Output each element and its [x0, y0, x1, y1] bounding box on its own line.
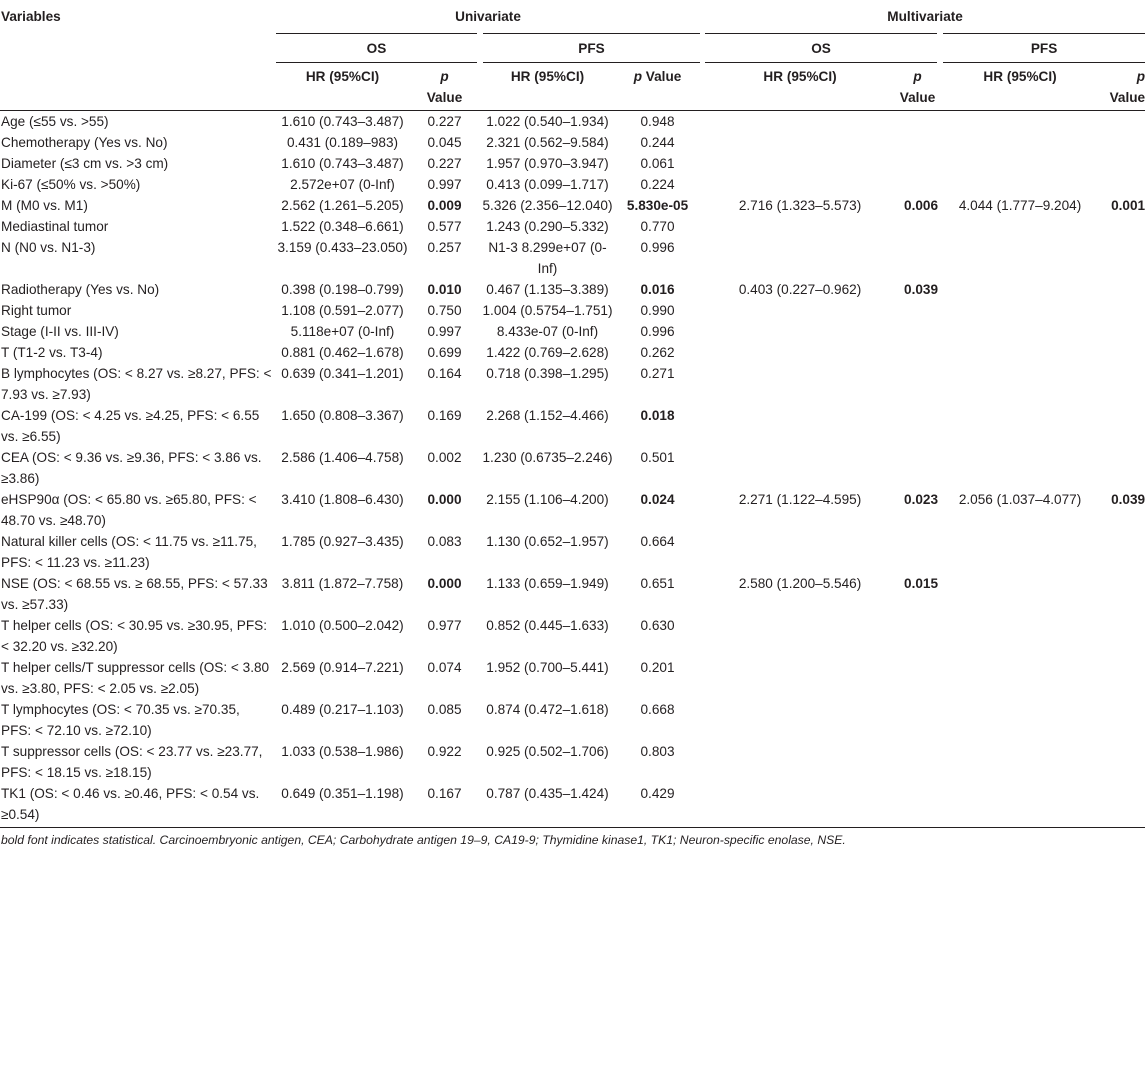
- cell-name: M (M0 vs. M1): [1, 198, 88, 213]
- cell-m-pfs-hr: [940, 321, 1100, 342]
- table-row: [0, 531, 1145, 573]
- cell-m-pfs-p: [1100, 174, 1145, 195]
- cell-pfs-hr: 1.952 (0.700–5.441): [486, 660, 609, 675]
- cell-m-os-p: [895, 657, 940, 699]
- cell-m-os-p: [895, 615, 940, 657]
- cell-os-hr: 0.881 (0.462–1.678): [281, 345, 404, 360]
- cell-pfs-p: 0.201: [640, 660, 675, 675]
- footnote: bold font indicates statistical. Carcinoembryonic antigen, CEA; Carbohydrate antigen 19–9, CA19-9; Thymidine kinase1, TK1; Neuron-specific enolase, NSE.: [1, 833, 846, 847]
- header-uni-pfs-p: [615, 63, 700, 111]
- cell-pfs-p: 0.271: [640, 366, 675, 381]
- cell-m-os-hr: [705, 174, 895, 195]
- cell-os-p: 0.085: [427, 702, 462, 717]
- cell-os-hr: 1.650 (0.808–3.367): [281, 408, 404, 423]
- table-row: [0, 195, 1145, 216]
- cell-pfs-hr: 0.874 (0.472–1.618): [486, 702, 609, 717]
- table-row: [0, 174, 1145, 195]
- cell-m-os-hr: [705, 342, 895, 363]
- cell-name: Ki-67 (≤50% vs. >50%): [1, 177, 141, 192]
- header-uni-os-hr: HR (95%CI): [276, 63, 409, 111]
- cell-m-os-p: [895, 300, 940, 321]
- cell-name: Natural killer cells (OS: < 11.75 vs. ≥11.75, PFS: < 11.23 vs. ≥11.23): [1, 534, 257, 570]
- cell-m-pfs-p: [1100, 447, 1145, 489]
- cell-os-p: 0.750: [427, 303, 462, 318]
- p-label: p: [1136, 69, 1145, 84]
- cell-m-os-p: [895, 699, 940, 741]
- cell-pfs-hr: 0.413 (0.099–1.717): [486, 177, 609, 192]
- cell-os-hr: 2.569 (0.914–7.221): [281, 660, 404, 675]
- cell-m-pfs-p: [1100, 216, 1145, 237]
- cell-name: Age (≤55 vs. >55): [1, 114, 109, 129]
- cell-pfs-p: 0.996: [640, 240, 675, 255]
- cell-os-p: 0.000: [427, 492, 462, 507]
- cell-os-p: 0.169: [427, 408, 462, 423]
- cell-m-os-hr: 2.271 (1.122–4.595): [738, 492, 862, 507]
- cell-os-p: 0.167: [409, 783, 480, 828]
- cell-os-p: 0.164: [427, 366, 462, 381]
- cell-pfs-hr: 5.326 (2.356–12.040): [482, 198, 613, 213]
- cell-m-os-hr: [705, 111, 895, 133]
- header-univariate: [276, 6, 700, 34]
- cell-m-os-hr: [705, 153, 895, 174]
- cell-os-p: 0.227: [427, 114, 462, 129]
- cell-m-os-hr: [705, 447, 895, 489]
- cell-m-pfs-hr: [940, 300, 1100, 321]
- cell-os-hr: 0.649 (0.351–1.198): [276, 783, 409, 828]
- table-header: [0, 6, 1145, 111]
- header-multi-pfs: PFS: [940, 34, 1145, 63]
- cell-m-pfs-hr: [940, 573, 1100, 615]
- cell-m-pfs-hr: [940, 237, 1100, 279]
- cell-name: Stage (I-II vs. III-IV): [1, 324, 119, 339]
- cell-m-pfs-p: [1100, 615, 1145, 657]
- cell-m-os-hr: [705, 783, 895, 828]
- cell-pfs-p: 0.664: [640, 534, 675, 549]
- cell-pfs-p: 0.501: [640, 450, 675, 465]
- cell-m-os-p: 0.015: [904, 576, 939, 591]
- table-row: [0, 216, 1145, 237]
- cell-m-os-p: 0.006: [904, 198, 939, 213]
- p-label: p: [633, 69, 643, 84]
- cell-pfs-p: 0.630: [640, 618, 675, 633]
- cell-pfs-p: 0.948: [640, 114, 675, 129]
- cell-os-hr: 1.010 (0.500–2.042): [281, 618, 404, 633]
- cell-os-p: 0.257: [427, 240, 462, 255]
- table-row: [0, 615, 1145, 657]
- cell-os-hr: 5.118e+07 (0-Inf): [290, 324, 395, 339]
- cell-m-pfs-hr: [940, 279, 1100, 300]
- cell-pfs-hr: 2.155 (1.106–4.200): [486, 492, 609, 507]
- regression-table: [0, 6, 1145, 828]
- cell-os-hr: 1.785 (0.927–3.435): [281, 534, 404, 549]
- cell-m-pfs-p: [1100, 153, 1145, 174]
- header-uni-os-p: [409, 63, 480, 111]
- cell-pfs-p: 0.668: [640, 702, 675, 717]
- cell-m-pfs-hr: [940, 405, 1100, 447]
- cell-m-os-hr: [705, 132, 895, 153]
- cell-m-os-hr: [705, 216, 895, 237]
- cell-pfs-p: 0.224: [640, 177, 675, 192]
- cell-m-os-hr: [705, 300, 895, 321]
- cell-pfs-hr: 8.433e-07 (0-Inf): [496, 324, 599, 339]
- cell-m-pfs-p: [1100, 132, 1145, 153]
- header-variables: Variables: [1, 9, 61, 24]
- cell-name: T suppressor cells (OS: < 23.77 vs. ≥23.77, PFS: < 18.15 vs. ≥18.15): [1, 744, 263, 780]
- cell-pfs-hr: 2.321 (0.562–9.584): [486, 135, 609, 150]
- table-row: [0, 573, 1145, 615]
- cell-os-hr: 2.586 (1.406–4.758): [281, 450, 404, 465]
- cell-m-pfs-hr: [940, 699, 1100, 741]
- cell-m-os-p: [895, 447, 940, 489]
- cell-m-os-hr: [705, 741, 895, 783]
- cell-pfs-hr: 0.718 (0.398–1.295): [486, 366, 609, 381]
- table-row: [0, 489, 1145, 531]
- cell-name: Diameter (≤3 cm vs. >3 cm): [1, 156, 169, 171]
- cell-m-pfs-hr: [940, 531, 1100, 573]
- cell-m-os-hr: [705, 363, 895, 405]
- cell-m-os-p: 0.039: [904, 282, 939, 297]
- cell-m-os-hr: [705, 699, 895, 741]
- cell-m-os-hr: 0.403 (0.227–0.962): [738, 282, 862, 297]
- cell-name: CEA (OS: < 9.36 vs. ≥9.36, PFS: < 3.86 vs. ≥3.86): [1, 450, 262, 486]
- cell-os-hr: 0.639 (0.341–1.201): [281, 366, 404, 381]
- cell-pfs-hr: 0.787 (0.435–1.424): [480, 783, 615, 828]
- cell-m-pfs-p: [1100, 279, 1145, 300]
- p-label: p: [913, 69, 922, 84]
- cell-m-pfs-p: [1100, 573, 1145, 615]
- table-row: [0, 405, 1145, 447]
- table-row: [0, 237, 1145, 279]
- cell-m-os-p: [895, 237, 940, 279]
- header-uni-os: OS: [276, 34, 480, 63]
- cell-m-os-hr: 2.716 (1.323–5.573): [738, 198, 862, 213]
- cell-pfs-p: 0.990: [640, 303, 675, 318]
- cell-m-pfs-hr: [940, 132, 1100, 153]
- cell-m-pfs-p: [1100, 111, 1145, 133]
- cell-m-pfs-hr: [940, 657, 1100, 699]
- cell-m-pfs-hr: [940, 783, 1100, 828]
- cell-os-hr: 1.108 (0.591–2.077): [281, 303, 404, 318]
- cell-m-os-p: [895, 342, 940, 363]
- cell-m-os-hr: [705, 237, 895, 279]
- header-multi-os-hr: HR (95%CI): [705, 63, 895, 111]
- cell-pfs-hr: 0.467 (1.135–3.389): [486, 282, 609, 297]
- cell-name: T helper cells/T suppressor cells (OS: < 3.80 vs. ≥3.80, PFS: < 2.05 vs. ≥2.05): [1, 660, 270, 696]
- cell-name: N (N0 vs. N1-3): [1, 240, 96, 255]
- cell-pfs-p: 5.830e-05: [626, 198, 689, 213]
- header-multi-os: OS: [705, 34, 940, 63]
- cell-os-hr: 0.489 (0.217–1.103): [281, 702, 404, 717]
- cell-os-hr: 3.410 (1.808–6.430): [281, 492, 404, 507]
- value-label: Value: [426, 90, 463, 105]
- cell-os-hr: 2.562 (1.261–5.205): [281, 198, 404, 213]
- cell-m-os-hr: [705, 321, 895, 342]
- cell-m-pfs-p: [1100, 363, 1145, 405]
- cell-os-p: 0.977: [427, 618, 462, 633]
- cell-m-os-p: [895, 216, 940, 237]
- cell-pfs-hr: 2.268 (1.152–4.466): [486, 408, 609, 423]
- cell-m-os-hr: [705, 405, 895, 447]
- cell-pfs-p: 0.996: [640, 324, 675, 339]
- table-row: [0, 447, 1145, 489]
- cell-m-pfs-hr: [940, 342, 1100, 363]
- cell-os-hr: 1.610 (0.743–3.487): [281, 114, 404, 129]
- cell-name: TK1 (OS: < 0.46 vs. ≥0.46, PFS: < 0.54 vs. ≥0.54): [0, 783, 276, 828]
- cell-m-os-p: [895, 363, 940, 405]
- cell-os-p: 0.997: [427, 324, 462, 339]
- header-multivariate-label: Multivariate: [887, 9, 963, 24]
- cell-m-os-p: [895, 153, 940, 174]
- value-label: Value: [899, 90, 936, 105]
- cell-name: NSE (OS: < 68.55 vs. ≥ 68.55, PFS: < 57.33 vs. ≥57.33): [1, 576, 268, 612]
- cell-m-os-p: [895, 132, 940, 153]
- table-row: [0, 300, 1145, 321]
- cell-m-pfs-hr: 2.056 (1.037–4.077): [958, 492, 1082, 507]
- table-row: [0, 741, 1145, 783]
- cell-m-pfs-p: 0.039: [1111, 492, 1145, 507]
- cell-m-pfs-hr: [940, 363, 1100, 405]
- header-uni-pfs-hr: HR (95%CI): [480, 63, 615, 111]
- cell-name: T lymphocytes (OS: < 70.35 vs. ≥70.35, PFS: < 72.10 vs. ≥72.10): [1, 702, 240, 738]
- cell-pfs-p: 0.803: [640, 744, 675, 759]
- cell-m-pfs-p: [1100, 657, 1145, 699]
- table-row: [0, 363, 1145, 405]
- cell-os-p: 0.083: [427, 534, 462, 549]
- cell-os-hr: 0.431 (0.189–983): [286, 135, 399, 150]
- cell-pfs-hr: 1.004 (0.5754–1.751): [482, 303, 613, 318]
- cell-m-pfs-p: [1100, 531, 1145, 573]
- cell-pfs-p: 0.429: [615, 783, 700, 828]
- cell-os-p: 0.922: [427, 744, 462, 759]
- cell-name: Chemotherapy (Yes vs. No): [1, 135, 168, 150]
- header-uni-pfs: PFS: [480, 34, 700, 63]
- cell-os-hr: 0.398 (0.198–0.799): [281, 282, 404, 297]
- cell-m-pfs-p: [1100, 321, 1145, 342]
- table-row: [0, 342, 1145, 363]
- table-row: [0, 657, 1145, 699]
- cell-m-os-hr: 2.580 (1.200–5.546): [738, 576, 862, 591]
- cell-os-p: 0.699: [427, 345, 462, 360]
- table-row: [0, 132, 1145, 153]
- cell-m-pfs-p: [1100, 300, 1145, 321]
- cell-m-pfs-hr: [940, 111, 1100, 133]
- cell-os-p: 0.000: [427, 576, 462, 591]
- cell-m-pfs-p: [1100, 699, 1145, 741]
- cell-pfs-hr: 1.957 (0.970–3.947): [486, 156, 609, 171]
- cell-m-pfs-hr: [940, 174, 1100, 195]
- cell-os-hr: 3.811 (1.872–7.758): [281, 576, 404, 591]
- cell-pfs-p: 0.016: [640, 282, 675, 297]
- cell-m-pfs-hr: [940, 447, 1100, 489]
- cell-name: Radiotherapy (Yes vs. No): [1, 282, 160, 297]
- table-row: [0, 699, 1145, 741]
- cell-m-pfs-p: [1100, 405, 1145, 447]
- cell-m-os-hr: [705, 531, 895, 573]
- cell-m-pfs-hr: [940, 153, 1100, 174]
- cell-pfs-hr: 1.022 (0.540–1.934): [486, 114, 609, 129]
- cell-m-pfs-p: 0.001: [1111, 198, 1145, 213]
- table-body: [0, 111, 1145, 828]
- cell-os-p: 0.577: [427, 219, 462, 234]
- cell-m-pfs-p: [1100, 783, 1145, 828]
- cell-pfs-p: 0.244: [640, 135, 675, 150]
- cell-os-p: 0.227: [427, 156, 462, 171]
- table-row: [0, 783, 1145, 828]
- cell-m-os-p: [895, 111, 940, 133]
- cell-name: T helper cells (OS: < 30.95 vs. ≥30.95, PFS: < 32.20 vs. ≥32.20): [1, 618, 267, 654]
- cell-m-pfs-p: [1100, 741, 1145, 783]
- value-label: Value: [1109, 90, 1145, 105]
- cell-m-pfs-hr: [940, 741, 1100, 783]
- cell-pfs-hr: 1.230 (0.6735–2.246): [482, 450, 613, 465]
- cell-name: Mediastinal tumor: [1, 219, 109, 234]
- cell-os-hr: 3.159 (0.433–23.050): [277, 240, 408, 255]
- cell-m-os-p: [895, 321, 940, 342]
- cell-pfs-hr: 1.422 (0.769–2.628): [486, 345, 609, 360]
- table-row: [0, 153, 1145, 174]
- cell-name: eHSP90α (OS: < 65.80 vs. ≥65.80, PFS: < 48.70 vs. ≥48.70): [1, 492, 257, 528]
- cell-m-pfs-hr: [940, 216, 1100, 237]
- cell-pfs-p: 0.018: [640, 408, 675, 423]
- cell-pfs-p: 0.651: [640, 576, 675, 591]
- cell-name: B lymphocytes (OS: < 8.27 vs. ≥8.27, PFS: < 7.93 vs. ≥7.93): [1, 366, 272, 402]
- cell-os-hr: 1.033 (0.538–1.986): [281, 744, 404, 759]
- cell-os-hr: 2.572e+07 (0-Inf): [290, 177, 395, 192]
- cell-m-os-p: [895, 531, 940, 573]
- cell-m-os-hr: [705, 657, 895, 699]
- cell-pfs-hr: 1.133 (0.659–1.949): [486, 576, 609, 591]
- table-row: [0, 321, 1145, 342]
- cell-name: CA-199 (OS: < 4.25 vs. ≥4.25, PFS: < 6.55 vs. ≥6.55): [1, 408, 260, 444]
- cell-os-p: 0.074: [427, 660, 462, 675]
- table-row: [0, 111, 1145, 133]
- cell-pfs-p: 0.262: [640, 345, 675, 360]
- cell-os-p: 0.997: [427, 177, 462, 192]
- header-univariate-label: Univariate: [455, 9, 521, 24]
- cell-m-pfs-p: [1100, 342, 1145, 363]
- cell-m-os-p: [895, 741, 940, 783]
- cell-os-hr: 1.522 (0.348–6.661): [281, 219, 404, 234]
- p-label: p: [440, 69, 449, 84]
- cell-pfs-hr: 1.243 (0.290–5.332): [486, 219, 609, 234]
- cell-m-pfs-hr: [940, 615, 1100, 657]
- cell-m-os-hr: [705, 615, 895, 657]
- cell-os-p: 0.010: [427, 282, 462, 297]
- cell-m-os-p: [895, 405, 940, 447]
- cell-os-p: 0.002: [427, 450, 462, 465]
- header-multi-pfs-p: [1100, 63, 1145, 111]
- cell-os-hr: 1.610 (0.743–3.487): [281, 156, 404, 171]
- cell-pfs-p: 0.024: [640, 492, 675, 507]
- cell-m-os-p: [895, 174, 940, 195]
- header-multivariate: [705, 6, 1145, 34]
- cell-pfs-hr: N1-3 8.299e+07 (0-Inf): [488, 240, 607, 276]
- cell-name: Right tumor: [1, 303, 72, 318]
- cell-os-p: 0.009: [427, 198, 462, 213]
- cell-pfs-p: 0.061: [640, 156, 675, 171]
- cell-m-pfs-hr: 4.044 (1.777–9.204): [958, 198, 1082, 213]
- value-label: Value: [645, 69, 682, 84]
- header-multi-os-p: [895, 63, 940, 111]
- table-row: [0, 279, 1145, 300]
- cell-m-os-p: 0.023: [904, 492, 939, 507]
- cell-name: T (T1-2 vs. T3-4): [1, 345, 103, 360]
- cell-pfs-hr: 1.130 (0.652–1.957): [486, 534, 609, 549]
- cell-pfs-hr: 0.925 (0.502–1.706): [486, 744, 609, 759]
- header-multi-pfs-hr: HR (95%CI): [940, 63, 1100, 111]
- cell-pfs-hr: 0.852 (0.445–1.633): [486, 618, 609, 633]
- cell-m-os-p: [895, 783, 940, 828]
- cell-pfs-p: 0.770: [640, 219, 675, 234]
- cell-os-p: 0.045: [427, 135, 462, 150]
- cell-m-pfs-p: [1100, 237, 1145, 279]
